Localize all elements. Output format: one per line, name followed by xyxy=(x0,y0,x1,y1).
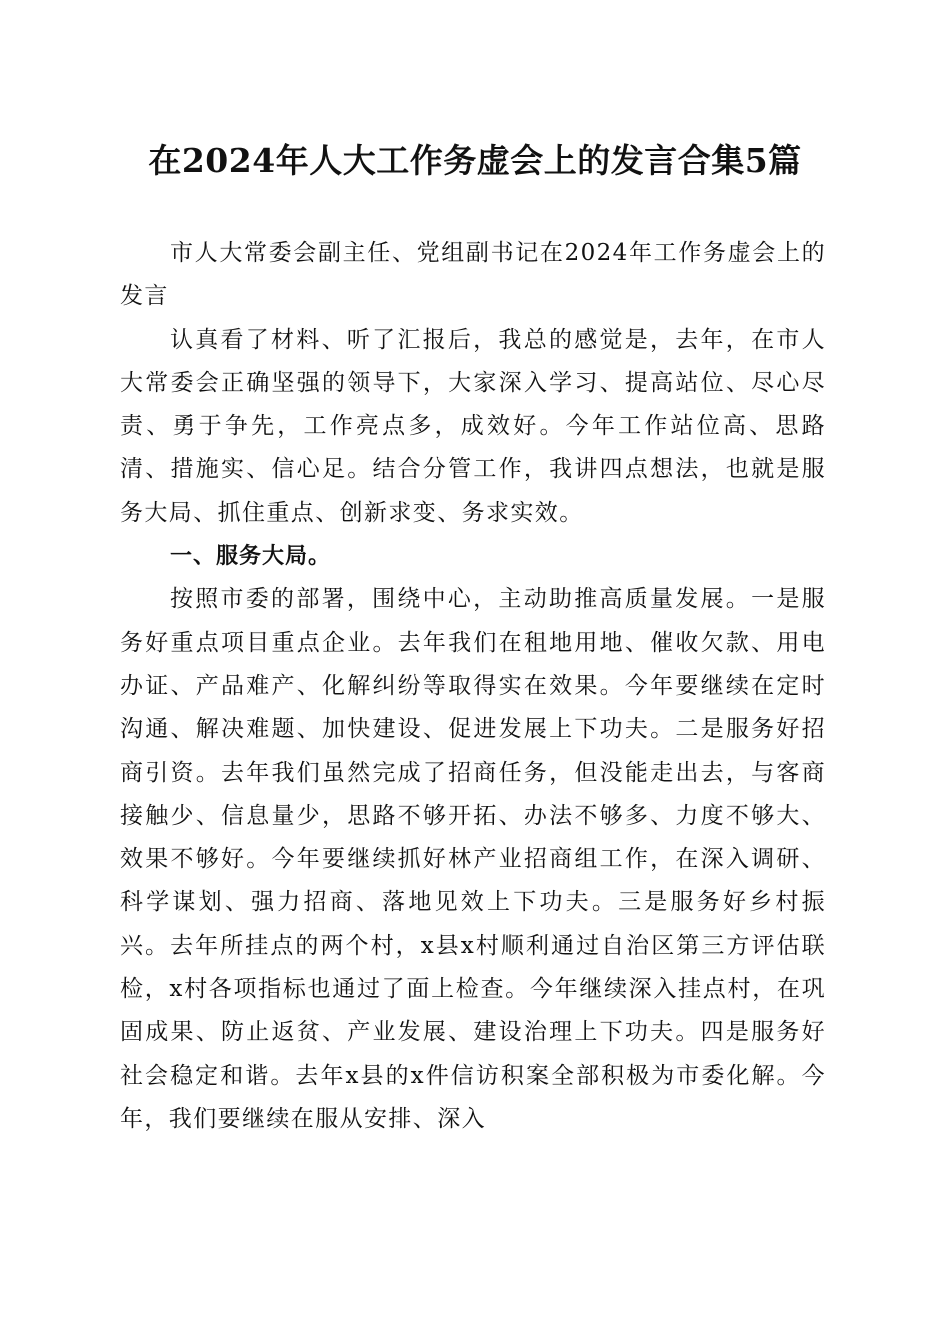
paragraph-intro: 认真看了材料、听了汇报后，我总的感觉是，去年，在市人大常委会正确坚强的领导下，大家深入学习、提高站位、尽心尽责、勇于争先，工作亮点多，成效好。今年工作站位高、思路清、措施实、信心足。结合分管工作，我讲四点想法，也就是服务大局、抓住重点、创新求变、务求实效。 xyxy=(120,326,826,526)
document-subtitle: 市人大常委会副主任、党组副书记在2024年工作务虚会上的发言 xyxy=(120,240,826,310)
document-body xyxy=(120,232,826,1141)
document-title: 在2024年人大工作务虚会上的发言合集5篇 xyxy=(148,141,802,180)
section-heading-serve-overall: 一、服务大局。 xyxy=(170,544,332,570)
paragraph-serve-overall: 按照市委的部署，围绕中心，主动助推高质量发展。一是服务好重点项目重点企业。去年我们在租地用地、催收欠款、用电办证、产品难产、化解纠纷等取得实在效果。今年要继续在定时沟通、解决难题、加快建设、促进发展上下功夫。二是服务好招商引资。去年我们虽然完成了招商任务，但没能走出去，与客商接触少、信息量少，思路不够开拓、办法不够多、力度不够大、效果不够好。今年要继续抓好林产业招商组工作，在深入调研、科学谋划、强力招商、落地见效上下功夫。三是服务好乡村振兴。去年所挂点的两个村，x县x村顺利通过自治区第三方评估联检，x村各项指标也通过了面上检查。今年继续深入挂点村，在巩固成果、防止返贫、产业发展、建设治理上下功夫。四是服务好社会稳定和谐。去年x县的x件信访积案全部积极为市委化解。今年，我们要继续在服从安排、深入 xyxy=(120,586,826,1132)
